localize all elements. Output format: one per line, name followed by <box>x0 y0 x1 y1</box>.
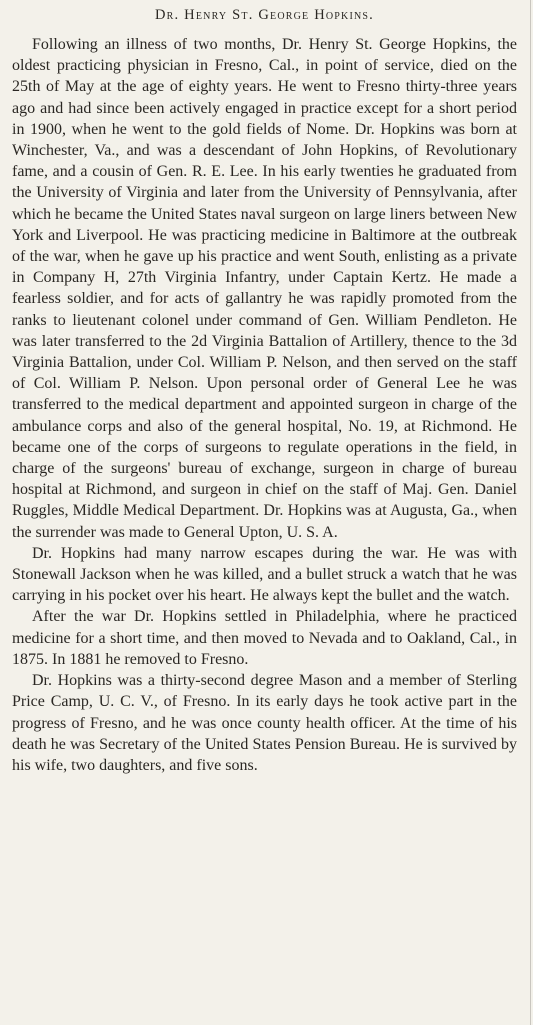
paragraph-after-war: After the war Dr. Hopkins settled in Philadelphia, where he practiced medicine for a short time, and then moved to Nevada and to Oakland, Cal., in 1875. In 1881 he removed to Fresno. <box>12 608 517 668</box>
paragraph-war-escapes: Dr. Hopkins had many narrow escapes during the war. He was with Stonewall Jackson when he was killed, and a bullet struck a watch that he was carrying in his pocket over his heart. He always kept the bullet and the watch. <box>12 544 517 605</box>
paragraph-later-life: Dr. Hopkins was a thirty-second degree Mason and a member of Sterling Price Camp, U. C. V., of Fresno. In its early days he took active part in the progress of Fresno, and he was once county health officer. At the time of his death he was Secretary of the United States Pension Bureau. He is survived by his wife, two daughters, and five sons. <box>12 672 517 774</box>
paragraph-biography: Following an illness of two months, Dr. Henry St. George Hopkins, the oldest practicing physician in Fresno, Cal., in point of service, died on the 25th of May at the age of eighty years. He went to Fresno thirty-three years ago and had since been actively engaged in practice except for a short period in 1900, when he went to the gold fields of Nome. Dr. Hopkins was born at Winchester, Va., and was a descendant of John Hopkins, of Revolutionary fame, and a cousin of Gen. R. E. Lee. In his early twenties he graduated from the University of Virginia and later from the University of Pennsylvania, after which he became the United States naval surgeon on large liners between New York and Liverpool. He was practicing medicine in Baltimore at the outbreak of the war, when he gave up his practice and went South, enlisting as a private in Company H, 27th Virginia Infantry, under Captain Kertz. He made a fearless soldier, and for acts of gallantry he was rapidly promoted from the ranks to lieutenant colonel under command of Gen. William Pendleton. He was later transferred to the 2d Virginia Battalion of Artillery, thence to the 3d Virginia Battalion, under Col. William P. Nelson, and then served on the staff of Col. William P. Nelson. Upon personal order of General Lee he was transferred to the medical department and appointed surgeon in charge of the ambulance corps and also of the general hospital, No. 19, at Richmond. He became one of the corps of surgeons to regulate operations in the field, in charge of the surgeons' bureau of exchange, surgeon in charge of bureau hospital at Richmond, and surgeon in chief on the staff of Maj. Gen. Daniel Ruggles, Middle Medical Department. Dr. Hopkins was at Augusta, Ga., when the surrender was made to General Upton, U. S. A. <box>12 36 517 541</box>
page-edge-rule <box>530 0 531 1025</box>
page-title: Dr. Henry St. George Hopkins. <box>154 7 375 23</box>
